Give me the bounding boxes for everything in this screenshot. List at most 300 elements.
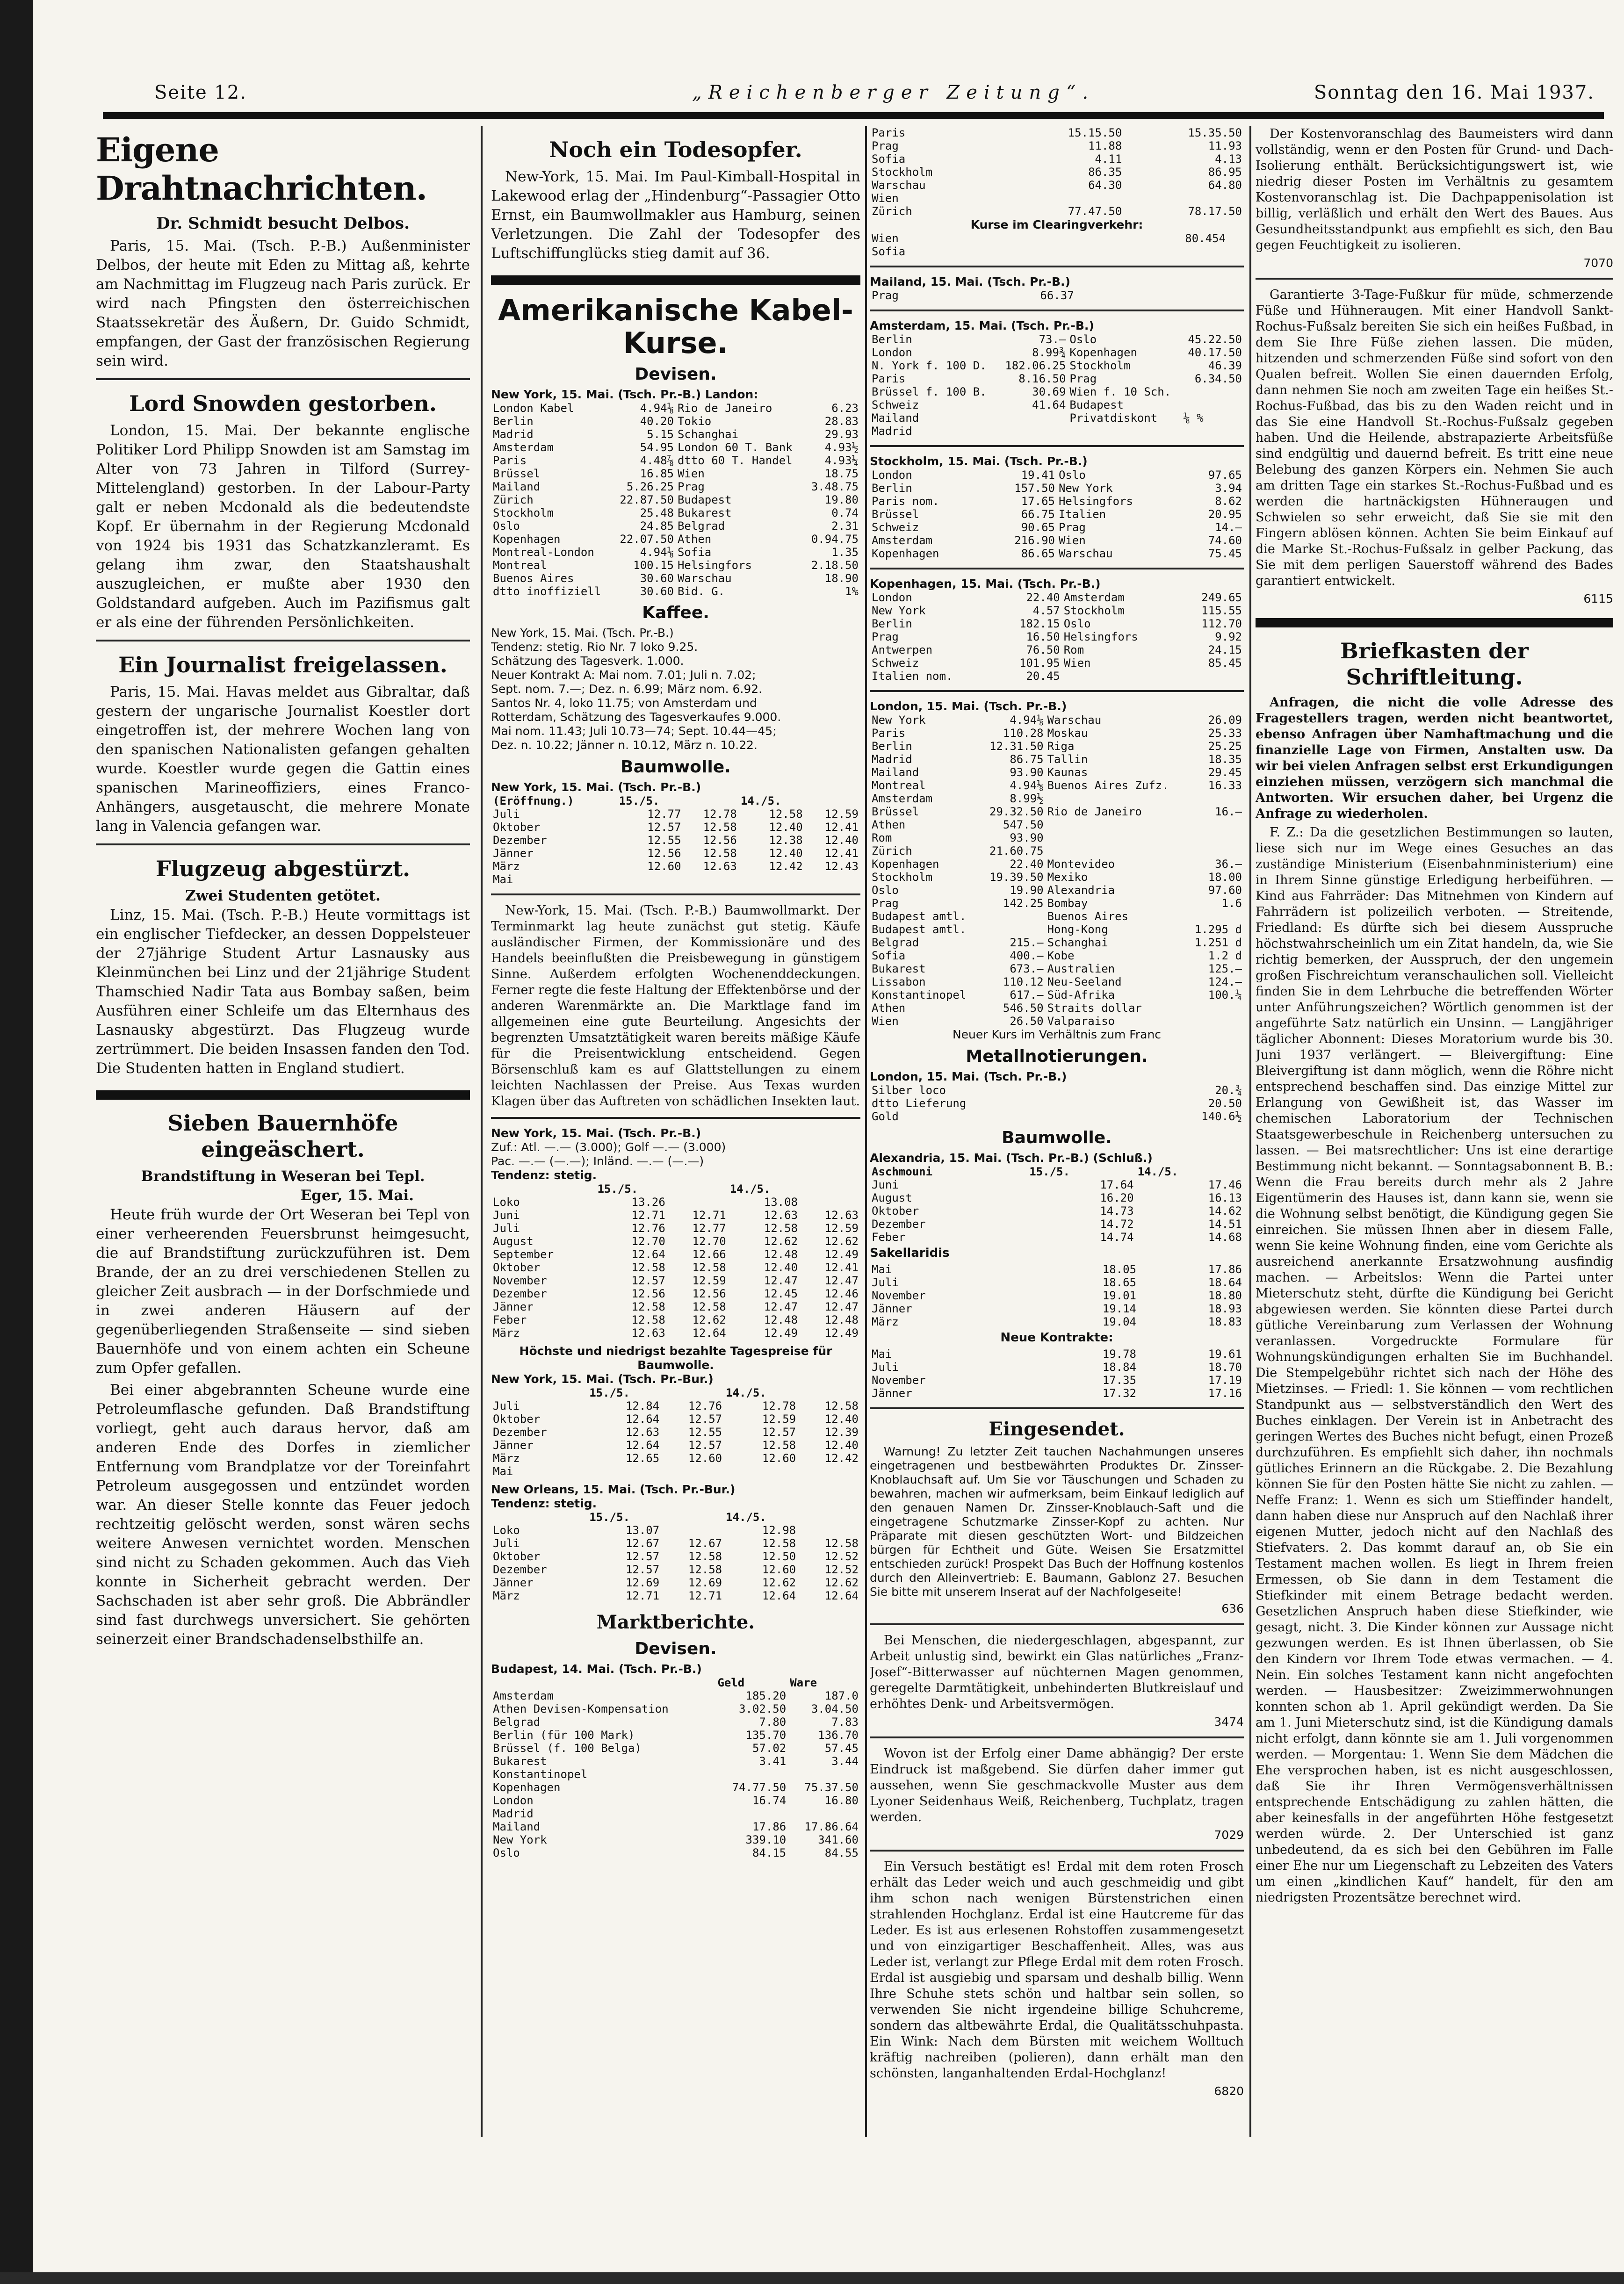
table-cell: Oktober: [493, 1412, 541, 1426]
table-cell: 0.94.75: [811, 533, 859, 546]
table-cell: 12.57: [688, 1412, 722, 1426]
table-row: [491, 1261, 860, 1274]
table-row: [870, 1231, 1244, 1244]
table-cell: 12.78: [762, 1399, 796, 1412]
table-cell: Mexiko: [1047, 871, 1088, 884]
column-header: [491, 1386, 587, 1399]
table-cell: 112.70: [1201, 617, 1242, 630]
notice-text: Der Kostenvoranschlag des Baumeisters wird dann vollständig, wenn er den Posten für Grund- und Dach-Isolierung enthält. Berücksichtigungswert ist, wie niedrig dieser Posten im Verhältnis zu gesamtem Kostenvoranschlag ist. Die Dachpappenisolation ist billig, verläßlich und erhält den Wert des Baues. Aus Gesundheitsstandpunkt aus empfiehlt es sich, den Bau gegen Feuchtigkeit zu isolieren.: [1256, 127, 1613, 252]
table-cell: 12.64: [625, 1412, 660, 1426]
sakellaridis-table: [870, 1263, 1244, 1328]
table-cell: Madrid: [493, 1807, 534, 1820]
table-cell: [1181, 425, 1244, 438]
table-cell: Warschau: [677, 572, 732, 585]
table-cell: 115.55: [1201, 604, 1242, 617]
table-cell: 12.62: [692, 1313, 726, 1326]
table-cell: 3.02.50: [739, 1702, 787, 1715]
table-cell: 12.58: [688, 1550, 722, 1563]
table-cell: 17.64: [1100, 1178, 1134, 1191]
table-row: [491, 546, 860, 559]
table-cell: [715, 1807, 788, 1820]
table-row: [491, 1326, 860, 1340]
table-row: [870, 205, 1244, 218]
table-cell: Dezember: [872, 1218, 926, 1231]
table-cell: 12.55: [688, 1426, 722, 1439]
kaffee-line: Mai nom. 11.43; Juli 10.73—74; Sept. 10.44—45;: [491, 724, 777, 738]
table-cell: 1.251 d: [1194, 936, 1242, 949]
new-contracts-table: [870, 1347, 1244, 1400]
column-header: [800, 1182, 860, 1196]
table-cell: 19.41: [1021, 468, 1055, 482]
table-cell: 66.37: [1040, 289, 1074, 302]
table-row: [870, 975, 1244, 988]
table-cell: 12.62: [824, 1576, 859, 1589]
table-cell: 86.35: [1088, 166, 1122, 179]
table-source: Alexandria, 15. Mai. (Tsch. Pr.-B.) (Schluß.): [870, 1151, 1153, 1165]
table-cell: Schweiz: [872, 398, 919, 411]
table-cell: Hong-Kong: [1047, 923, 1108, 936]
table-row: [870, 346, 1244, 359]
table-cell: [1004, 192, 1124, 205]
table-cell: 4.57: [1032, 604, 1060, 617]
table-cell: [800, 1196, 860, 1209]
table-cell: 8.16.50: [1018, 372, 1066, 385]
table-cell: 4.94⅛: [1010, 779, 1044, 792]
table-cell: 17.86.64: [804, 1820, 859, 1833]
table-cell: 12.69: [688, 1576, 722, 1589]
table-cell: 547.50: [1003, 818, 1044, 831]
table-heading: Metallnotierungen.: [966, 1047, 1148, 1066]
table-cell: Amsterdam: [493, 1689, 554, 1702]
table-cell: Warschau: [1058, 547, 1113, 560]
table-cell: 12.60: [762, 1452, 796, 1465]
table-source: Stockholm, 15. Mai. (Tsch. Pr.-B.): [870, 454, 1088, 468]
table-header-row: [870, 1165, 1244, 1178]
article-headline: Sieben Bauernhöfe eingeäschert.: [167, 1110, 398, 1162]
table-cell: 12.58: [688, 1563, 722, 1576]
table-row: [870, 988, 1244, 1002]
table-cell: Juli: [872, 1361, 899, 1374]
table-row: [491, 1689, 860, 1702]
table-cell: Kaunas: [1047, 766, 1088, 779]
market-title: Amerikanische Kabel-Kurse.: [498, 293, 853, 360]
article-headline: Lord Snowden gestorben.: [129, 391, 437, 416]
table-cell: 12.62: [762, 1576, 796, 1589]
table-cell: 12.78: [703, 807, 737, 821]
table-cell: [683, 873, 739, 886]
table-cell: 12.47: [824, 1274, 859, 1287]
table-cell: 339.10: [745, 1833, 787, 1846]
table-cell: [788, 1807, 860, 1820]
table-cell: 14.—: [1215, 521, 1242, 534]
table-cell: Berlin: [872, 482, 912, 495]
table-cell: 85.45: [1208, 656, 1242, 670]
table-cell: 3.41: [759, 1755, 787, 1768]
table-row: [870, 179, 1244, 192]
table-cell: 400.—: [1010, 949, 1044, 962]
table-cell: Schweiz: [872, 656, 919, 670]
table-cell: Antwerpen: [872, 643, 933, 656]
table-cell: Berlin (für 100 Mark): [493, 1729, 635, 1742]
table-cell: Oslo: [1069, 333, 1097, 346]
table-row: [870, 521, 1244, 534]
column-header: [667, 1182, 728, 1196]
table-source: Mailand, 15. Mai. (Tsch. Pr.-B.): [870, 275, 1070, 288]
table-cell: 12.41: [824, 1261, 859, 1274]
table-cell: 12.56: [647, 847, 681, 860]
table-cell: Juli: [872, 1276, 899, 1289]
table-row: [491, 1426, 860, 1439]
table-cell: Stockholm: [1069, 359, 1131, 372]
table-heading: Baumwolle.: [1002, 1128, 1112, 1147]
notice-text: Wovon ist der Erfolg einer Dame abhängig? Der erste Eindruck ist maßgebend. Sie dürfen daher immer gut aussehen, wenn Sie geschmackvolle Muster aus dem Lyoner Seidenhaus Weiß, Reichenberg, Tuchplatz, tragen werden.: [870, 1746, 1244, 1824]
column-rule: [865, 126, 867, 2137]
table-cell: [788, 1768, 860, 1781]
article-dateline: Eger, 15. Mai.: [300, 1187, 414, 1204]
table-cell: 18.90: [824, 572, 859, 585]
table-row: [491, 1576, 860, 1589]
table-cell: [724, 1465, 798, 1478]
kaffee-line: Schätzung des Tagesverk. 1.000.: [491, 654, 684, 668]
table-row: [491, 1537, 860, 1550]
table-cell: 14.62: [1208, 1204, 1242, 1218]
table-row: [491, 572, 860, 585]
table-cell: 6.34.50: [1194, 372, 1242, 385]
table-heading: Devisen.: [635, 1639, 717, 1658]
table-cell: London: [493, 1794, 534, 1807]
table-cell: Mai: [493, 873, 513, 886]
table-cell: 12.55: [647, 834, 681, 847]
article-body: Linz, 15. Mai. (Tsch. P.-B.) Heute vormittags ist ein englischer Tiefdecker, an dessen Doppelsteuer der 27jährige Student Artur Lasnausky aus Kleinmünchen bei Linz und der 21jährige Student Thamschied Nadir Tata aus Bombay saßen, beim Ausführen einer Schleife um das Elternhaus des Lasnausky abgestürzt. Das Flugzeug wurde zertrümmert. Die beiden Insassen fanden den Tod. Die Studenten hatten in England studiert.: [96, 907, 470, 1077]
column-header: 15./5.: [1029, 1165, 1070, 1178]
table-cell: 12.40: [769, 821, 803, 834]
table-cell: 30.69: [1032, 385, 1066, 398]
table-cell: 187.0: [824, 1689, 859, 1702]
newspaper-title: „Reichenberger Zeitung“.: [692, 82, 1095, 103]
table-cell: 1%: [845, 585, 859, 598]
table-row: [870, 1276, 1244, 1289]
article-headline: Noch ein Todesopfer.: [549, 137, 802, 162]
section-divider: [870, 1407, 1244, 1409]
table-cell: Juli: [493, 1537, 520, 1550]
table-header-row: [491, 1676, 860, 1689]
table-row: [870, 792, 1244, 805]
table-cell: Amsterdam: [493, 441, 554, 454]
section-heading: Marktberichte.: [596, 1611, 755, 1633]
table-cell: 74.60: [1208, 534, 1242, 547]
table-cell: New York: [872, 604, 926, 617]
table-cell: 3.04.50: [811, 1702, 859, 1715]
table-cell: 12.59: [692, 1274, 726, 1287]
article-divider: [491, 893, 860, 895]
table-cell: März: [493, 860, 520, 873]
table-cell: 19.39.50: [989, 871, 1044, 884]
table-cell: 4.13: [1215, 152, 1242, 166]
table-cell: 12.58: [692, 1300, 726, 1313]
table-cell: 40.17.50: [1188, 346, 1242, 359]
table-cell: 4.94⅛: [640, 402, 674, 415]
budapest-table: [491, 1676, 860, 1859]
table-row: [870, 495, 1244, 508]
table-cell: 1.35: [831, 546, 859, 559]
rates-continued-table: [870, 126, 1244, 218]
table-cell: 66.75: [1021, 508, 1055, 521]
table-cell: 12.66: [692, 1248, 726, 1261]
amsterdam-table: [870, 333, 1244, 438]
table-cell: [981, 923, 1046, 936]
table-cell: Lissabon: [872, 975, 926, 988]
table-cell: 84.15: [752, 1846, 787, 1859]
table-cell: Sofia: [872, 152, 906, 166]
table-cell: Gold: [872, 1110, 899, 1123]
new-orleans-table: [491, 1511, 860, 1602]
table-cell: [1186, 831, 1244, 844]
table-cell: 17.32: [1102, 1387, 1136, 1400]
table-cell: 12.63: [764, 1209, 798, 1222]
table-cell: Mailand: [493, 480, 541, 493]
table-cell: Jänner: [493, 1439, 534, 1452]
table-cell: 12.41: [824, 847, 859, 860]
table-row: [491, 1412, 860, 1426]
table-row: [491, 1781, 860, 1794]
table-cell: Wien f. 10 Sch.: [1069, 385, 1171, 398]
table-cell: 12.58: [631, 1300, 665, 1313]
table-cell: Madrid: [872, 425, 912, 438]
table-cell: 0.74: [831, 506, 859, 519]
table-cell: Jänner: [493, 1300, 534, 1313]
table-cell: 12.57: [688, 1439, 722, 1452]
table-row: [491, 533, 860, 546]
table-cell: [1186, 910, 1244, 923]
table-cell: Australien: [1047, 962, 1115, 975]
table-cell: 17.46: [1208, 1178, 1242, 1191]
table-cell: 76.50: [1026, 643, 1060, 656]
table-row: [870, 482, 1244, 495]
table-row: [870, 139, 1244, 152]
trend-label: Tendenz: stetig.: [491, 1168, 597, 1182]
table-source: New York, 15. Mai. (Tsch. Pr.-Bur.): [491, 1372, 714, 1386]
table-row: [870, 897, 1244, 910]
column-header: 15./5.: [597, 1182, 638, 1196]
table-cell: dtto inoffiziell: [493, 585, 601, 598]
table-cell: 12.52: [824, 1550, 859, 1563]
section-title: Eigene Drahtnachrichten.: [96, 130, 427, 208]
table-cell: Berlin: [493, 415, 534, 428]
table-cell: 18.64: [1208, 1276, 1242, 1289]
table-row: [870, 670, 1244, 683]
table-row: [491, 1768, 860, 1781]
notice-divider: [1256, 278, 1613, 280]
table-cell: 12.48: [764, 1248, 798, 1261]
table-cell: Privatdiskont: [1069, 411, 1158, 425]
table-header-row: [491, 1182, 860, 1196]
table-cell: Paris: [872, 727, 906, 740]
table-cell: 16.33: [1208, 779, 1242, 792]
clearing-label: Kurse im Clearingverkehr:: [970, 218, 1143, 231]
table-cell: Konstantinopel: [872, 988, 967, 1002]
table-cell: 12.63: [631, 1326, 665, 1340]
scan-edge-left: [0, 0, 33, 2284]
table-cell: London Kabel: [493, 402, 574, 415]
table-row: [870, 936, 1244, 949]
table-header-row: [491, 794, 860, 807]
table-cell: Kopenhagen: [493, 1781, 561, 1794]
table-cell: 12.57: [762, 1426, 796, 1439]
table-row: [491, 1702, 860, 1715]
table-row: [870, 1015, 1244, 1028]
table-row: [491, 519, 860, 533]
alexandria-table: [870, 1165, 1244, 1244]
table-cell: 546.50: [1003, 1002, 1044, 1015]
table-cell: Paris nom.: [872, 495, 939, 508]
table-cell: Berlin: [872, 617, 912, 630]
table-cell: Schweiz: [872, 521, 919, 534]
table-cell: 12.60: [762, 1563, 796, 1576]
table-heading: Kaffee.: [642, 603, 709, 622]
table-cell: London: [872, 468, 912, 482]
table-cell: Moskau: [1047, 727, 1088, 740]
table-cell: Budapest amtl.: [872, 923, 967, 936]
table-cell: New York: [872, 713, 926, 727]
table-cell: 86.75: [1010, 753, 1044, 766]
table-cell: [1062, 670, 1178, 683]
supply-line: Zuf.: Atl. —.— (3.000); Golf —.— (3.000): [491, 1140, 726, 1154]
table-row: [870, 245, 1244, 258]
table-cell: [661, 1465, 724, 1478]
table-footnote: Neuer Kurs im Verhältnis zum Franc: [952, 1028, 1162, 1041]
table-cell: [1181, 385, 1244, 398]
table-cell: 12.59: [824, 1222, 859, 1235]
table-row: [491, 1274, 860, 1287]
table-divider: [870, 690, 1244, 692]
table-cell: 12.58: [769, 807, 803, 821]
table-cell: 12.67: [625, 1537, 660, 1550]
table-row: [870, 1178, 1244, 1191]
table-cell: Riga: [1047, 740, 1075, 753]
table-row: [870, 126, 1244, 139]
kaffee-line: New York, 15. Mai. (Tsch. Pr.-B.): [491, 626, 674, 640]
table-cell: 36.—: [1215, 857, 1242, 871]
table-row: [870, 1263, 1244, 1276]
table-cell: 12.50: [762, 1550, 796, 1563]
table-cell: 18.84: [1102, 1361, 1136, 1374]
column-header: 14./5.: [1137, 1165, 1178, 1178]
table-cell: 17.19: [1208, 1374, 1242, 1387]
table-cell: 17.86: [752, 1820, 787, 1833]
table-cell: 249.65: [1201, 591, 1242, 604]
table-row: [491, 493, 860, 506]
table-source: New York, 15. Mai. (Tsch. Pr.-B.): [491, 1126, 701, 1140]
table-row: [491, 428, 860, 441]
table-cell: 12.58: [692, 1261, 726, 1274]
table-cell: 7.80: [759, 1715, 787, 1729]
column-header: [661, 1386, 724, 1399]
letterbox-answers: F. Z.: Da die gesetzlichen Bestimmungen so lauten, liese sich nur im Wege eines Gesuches an das zuständige Ministerium (Eisenbahnministerium) eine in Ihrem Sinne günstige Erledigung herbeiführen. — Kind aus Fahrräder: Das Mitnehmen von Kindern auf Fahrrädern ist polizeilich verboten. — Streitende, Friedland: Es dürfte sich bei diesem Ausspruche höchstwahrscheinlich um ein Zitat handeln, da, wie Sie richtig bemerken, der Ausspruch, der den ungemein großen Fischreichtum veranschaulichen soll. Vielleicht finden Sie in dem Lehrbuche die betreffenden Wörter unter Anführungszeichen? Wörtlich genommen ist der angeführte Satz natürlich ein Unsinn. — Langjähriger täglicher Abonnent: Dieses Moratorium wurde bis 30. Juni 1937 verlängert. — Bleivergiftung: Eine Bleivergiftung ist dann möglich, wenn die Röhre nicht entsprechend beschaffen sind. Das einzige Mittel zur Erlangung von Gewißheit ist, das Wasser im chemischen Laboratorium der Technischen Staatsgewerbeschule in Reichenberg untersuchen zu lassen. — Bei matsrechtlicher: Uns ist eine derartige Bestimmung nicht bekannt. — Sonntagsabonnent B. B.: Wenn die Frau bereits durch mehr als 2 Jahre Eigentümerin des Hauses ist, dann kann sie, wenn sie die Wohnung selbst benötigt, die Kündigung gegen Sie einreichen. Sie müssen Ihnen aber in diesem Falle, wenn Sie keine Wohnung finden, eine vom Gerichte als ausreichend anerkannte Ersatzwohnung ausfindig machen. — Arbeitslos: Wenn die Partei unter Mieterschutz steht, dürfte die Kündigung bei Gericht abgewiesen werden. Sie könnten diese Partei durch gütliche Vereinbarung zum Verlassen der Wohnung veranlassen. Vorgedruckte Formulare für Wohnungskündigungen erhalten Sie im Buchhandel. Die Stempelgebühr richtet sich nach der Höhe des Mietzinses. — Friedl: 1. Sie können — vom rechtlichen Standpunkt aus — selbstverständlich den Wert des Buches einklagen. Der Verein ist in Anbetracht des geringen Wertes des Buches nicht befugt, einen Prozeß durchzuführen. Es empfiehlt sich daher, ihn nochmals gütliches Erinnern an die Rückgabe. 2. Die Bezahlung können Sie für den Posten hätte Sie nicht zu zahlen. — Neffe Franz: 1. Wenn es sich um Stieffinder handelt, dann haben diese nur Anspruch auf den Nachlaß ihrer eigenen Mutter, jedoch nicht auf den Nachlaß des Stiefvaters. 2. Das kommt darauf an, ob Sie ein Testament machen wollen. Es liegt in Ihrem freien Ermessen, ob Sie dann in dem Testament die Stiefkinder mit einem Betrage bedacht werden. Gesetzlichen Anspruch haben diese Stiefkinder, wie gesagt, nicht. 3. Die Kinder können zur Aussage nicht gezwungen werden. Es ist Ihnen überlassen, ob Sie den Kindern vor Ihrem Tode etwas vermachen. — 4. Nein. Ein solches Testament kann nicht angefochten werden. — Hausbesitzer: Zweizimmerwohnungen konnten schon ab 1. April gekündigt werden. Da Sie am 1. Juni Mieterschutz sind, ist die Kündigung damals nicht erfolgt, dann könnte sie am 1. Juli vorgenommen werden. — Morgentau: 1. Wenn Sie dem Mädchen die Ehe versprochen haben, ist es nicht ausgeschlossen, daß Sie ihr Ihren Vermögensverhältnissen entsprechende Entschädigung zu zahlen hätten, die aber keinesfalls in der angeführten Höhe festgesetzt werden würde. 2. Der Unterschied ist ganz unbedeutend, da es sich bei den Gebühren im Falle einer Ehe nur um Liegenschaft zu Lebzeiten des Vaters um einen „kindlichen Kauf“ handelt, für den am niedrigsten Prozentsätze berechnet wird.: [1256, 825, 1613, 1905]
kaffee-line: Rotterdam, Schätzung des Tagesverkaufes 9.000.: [491, 710, 781, 724]
table-divider: [870, 310, 1244, 311]
table-cell: Juli: [493, 1222, 520, 1235]
table-cell: 24.85: [640, 519, 674, 533]
kaffee-line: Tendenz: stetig. Rio Nr. 7 loko 9.25.: [491, 640, 698, 654]
table-cell: 41.64: [1032, 398, 1066, 411]
table-cell: 4.11: [1095, 152, 1122, 166]
table-cell: Paris: [493, 454, 527, 467]
table-cell: Belgrad: [677, 519, 725, 533]
table-cell: 12.58: [762, 1439, 796, 1452]
table-cell: Rio de Janeiro: [1047, 805, 1142, 818]
table-cell: 28.83: [824, 415, 859, 428]
table-row: [491, 1755, 860, 1768]
table-cell: 26.09: [1208, 713, 1242, 727]
table-cell: August: [872, 1191, 912, 1204]
table-cell: Mailand: [872, 766, 919, 779]
table-cell: Prag: [872, 630, 899, 643]
table-row: [491, 1550, 860, 1563]
table-heading: Devisen.: [635, 365, 717, 384]
table-cell: 12.77: [647, 807, 681, 821]
table-row: [870, 857, 1244, 871]
column-header: 15./5.: [619, 794, 660, 807]
table-cell: 12.62: [764, 1235, 798, 1248]
scan-edge-bottom: [0, 2272, 1624, 2284]
kaffee-line: Dez. n. 10.22; Jänner n. 10.12, März n. 10.22.: [491, 738, 758, 752]
table-cell: [1227, 245, 1244, 258]
table-cell: 12.58: [631, 1313, 665, 1326]
table-cell: 29.45: [1208, 766, 1242, 779]
notice-text: Garantierte 3-Tage-Fußkur für müde, schmerzende Füße und Hühneraugen. Mit einer Handvoll Sankt-Rochus-Fußsalz bereiten Sie sich ein heißes Fußbad, in dem Sie Ihre Füße ziehen lassen. Die müden, hitzenden und schmerzenden Füße sind sofort von den Qualen befreit. Wollen Sie einen dauernden Erfolg, dann nehmen Sie noch am zweiten Tage ein heißes St.-Rochus-Fußbad, das bis zu den Waden reicht und in das Sie eine Handvoll St.-Rochus-Fußsalz gegeben haben. Und die Heilende, abstrapazierte Arbeitsfüße sind endgültig und dauernd befreit. Es tritt eine neue Belebung des ganzen Körpers ein. Nehmen Sie auch am dritten Tage ein starkes St.-Rochus-Fußbad und es werden die hartnäckigsten Hühneraugen und Schwielen so sehr erweicht, daß Sie sie mit den Fingern ablösen können. Achten Sie beim Einkauf auf die Marke St.-Rochus-Fußsalz in gelber Packung, das Sie mit dem perligen Sauerstoff während des Bades garantiert entwickelt.: [1256, 288, 1613, 588]
article-divider: [96, 843, 470, 845]
table-row: [870, 713, 1244, 727]
table-cell: [981, 910, 1046, 923]
table-row: [870, 1204, 1244, 1218]
table-row: [870, 1302, 1244, 1315]
table-cell: [998, 411, 1068, 425]
column-header: 14./5.: [729, 1182, 771, 1196]
table-cell: Tallin: [1047, 753, 1088, 766]
table-cell: 12.49: [824, 1248, 859, 1261]
table-cell: 101.95: [1019, 656, 1060, 670]
table-cell: 80.454: [1185, 232, 1226, 245]
table-cell: 21.60.75: [989, 844, 1044, 857]
table-cell: 5.26.25: [626, 480, 674, 493]
table-row: [491, 1222, 860, 1235]
table-cell: 16.13: [1208, 1191, 1242, 1204]
table-cell: 93.90: [1010, 766, 1044, 779]
table-row: [491, 1715, 860, 1729]
table-cell: Amsterdam: [1063, 591, 1125, 604]
table-cell: Rom: [1063, 643, 1084, 656]
column-header: [805, 794, 860, 807]
table-row: [491, 415, 860, 428]
table-cell: 20.50: [1208, 1097, 1242, 1110]
table-cell: London: [872, 346, 912, 359]
table-cell: 73.—: [1039, 333, 1066, 346]
table-cell: 22.40: [1026, 591, 1060, 604]
table-row: [870, 398, 1244, 411]
table-cell: 19.80: [824, 493, 859, 506]
table-cell: Neu-Seeland: [1047, 975, 1122, 988]
article-body: Heute früh wurde der Ort Weseran bei Tepl von einer verheerenden Feuersbrunst heimgesucht, die auf Brandstiftung zurückzuführen ist. Dem Brande, der an zu drei verschiedenen Stellen zu gleicher Zeit ausbrach — in der Dorfschmiede und in zwei anderen Häusern auf der gegenüberliegenden Straßenseite — sind sieben Bauernhöfe und von einem achten ein Scheune zum Opfer gefallen.: [96, 1206, 470, 1376]
table-row: [491, 1563, 860, 1576]
table-cell: 182.06.25: [1005, 359, 1066, 372]
table-cell: 15.35.50: [1188, 126, 1242, 139]
table-cell: Oslo: [493, 1846, 520, 1859]
table-cell: November: [872, 1289, 926, 1302]
table-row: [491, 1820, 860, 1833]
table-cell: 13.26: [631, 1196, 665, 1209]
table-row: [870, 805, 1244, 818]
article-body: Bei einer abgebrannten Scheune wurde eine Petroleumflasche gefunden. Daß Brandstiftung vorliegt, geht auch daraus hervor, daß am anderen Ende des Dorfes in ziemlicher Entfernung vom Brandplatze vor der Toreinfahrt Petroleum ausgegossen und entzündet worden war. An dieser Stelle konnte das Feuer jedoch rechtzeitig gelöscht werden, sonst wären sechs weitere Anwesen vernichtet worden. Menschen sind nicht zu Schaden gekommen. Auch das Vieh konnte in Sicherheit gebracht werden. Der Sachschaden ist aber sehr groß. Die Abbrändler sind fast durchwegs unversichert. Sie gehörten seinerzeit einer Brandschadenselbsthilfe an.: [96, 1382, 470, 1648]
